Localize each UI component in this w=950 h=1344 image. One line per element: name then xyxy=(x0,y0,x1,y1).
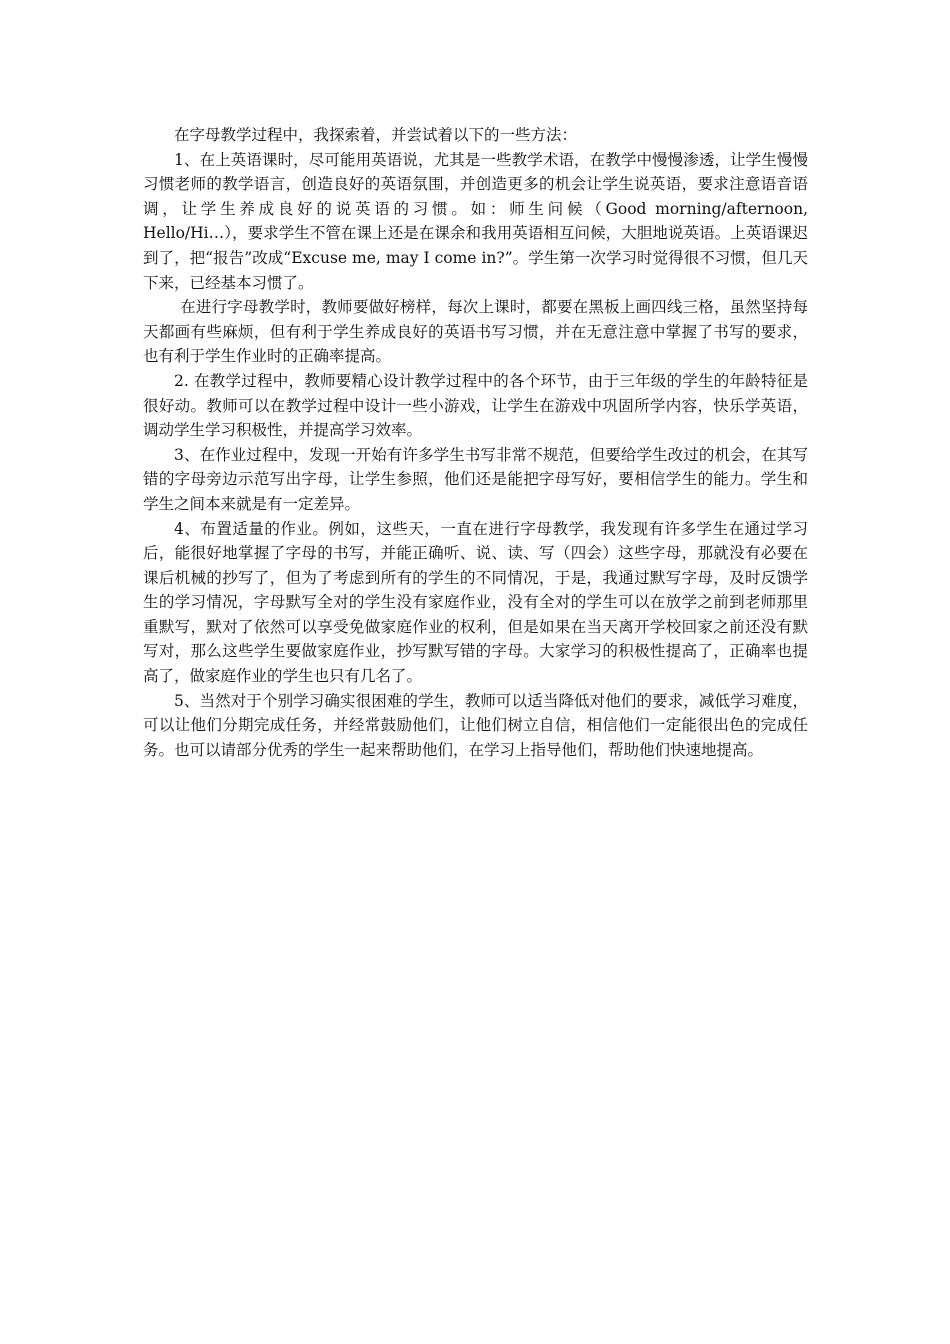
method-4-paragraph: 4、布置适量的作业。例如，这些天，一直在进行字母教学，我发现有许多学生在通过学习后，能很好地掌握了字母的书写，并能正确听、说、读、写（四会）这些字母，那就没有必要在课后机械的抄写了，但为了考虑到所有的学生的不同情况，于是，我通过默写字母，及时反馈学生的学习情况，字母默写全对的学生没有家庭作业，没有全对的学生可以在放学之前到老师那里重默写，默对了依然可以享受免做家庭作业的权利，但是如果在当天离开学校回家之前还没有默写对，那么这些学生要做家庭作业，抄写默写错的字母。大家学习的积极性提高了，正确率也提高了，做家庭作业的学生也只有几名了。 xyxy=(143,519,808,686)
intro-paragraph: 在字母教学过程中，我探索着，并尝试着以下的一些方法： xyxy=(174,126,578,144)
method-1-continuation-paragraph: 在进行字母教学时，教师要做好榜样，每次上课时，都要在黑板上画四线三格，虽然坚持每天都画有些麻烦，但有利于学生养成良好的英语书写习惯，并在无意注意中掌握了书写的要求，也有利于学生作业时的正确率提高。 xyxy=(143,298,808,366)
method-2-paragraph: 2. 在教学过程中，教师要精心设计教学过程中的各个环节，由于三年级的学生的年龄特征是很好动。教师可以在教学过程中设计一些小游戏，让学生在游戏中巩固所学内容，快乐学英语，调动学生学习积极性，并提高学习效率。 xyxy=(143,371,808,440)
method-5-paragraph: 5、当然对于个别学习确实很困难的学生，教师可以适当降低对他们的要求，减低学习难度，可以让他们分期完成任务，并经常鼓励他们，让他们树立自信，相信他们一定能很出色的完成任务。也可以请部分优秀的学生一起来帮助他们，在学习上指导他们，帮助他们快速地提高。 xyxy=(143,691,808,759)
method-1-paragraph: 1、在上英语课时，尽可能用英语说，尤其是一些教学术语，在教学中慢慢渗透，让学生慢慢习惯老师的教学语言，创造良好的英语氛围，并创造更多的机会让学生说英语，要求注意语音语调，让学生养成良好的说英语的习惯。如：师生问候（Good morning/afternoon, Hello/Hi…），要求学生不管在课上还是在课余和我用英语相互问候，大胆地说英语。上英语课迟到了，把“报告”改成“Excuse me, may I come in?”。学生第一次学习时觉得很不习惯，但几天下来，已经基本习惯了。 xyxy=(143,150,808,292)
method-3-paragraph: 3、在作业过程中，发现一开始有许多学生书写非常不规范，但要给学生改过的机会，在其写错的字母旁边示范写出字母，让学生参照，他们还是能把字母写好，要相信学生的能力。学生和学生之间本来就是有一定差异。 xyxy=(143,445,808,513)
document-body xyxy=(143,123,808,762)
